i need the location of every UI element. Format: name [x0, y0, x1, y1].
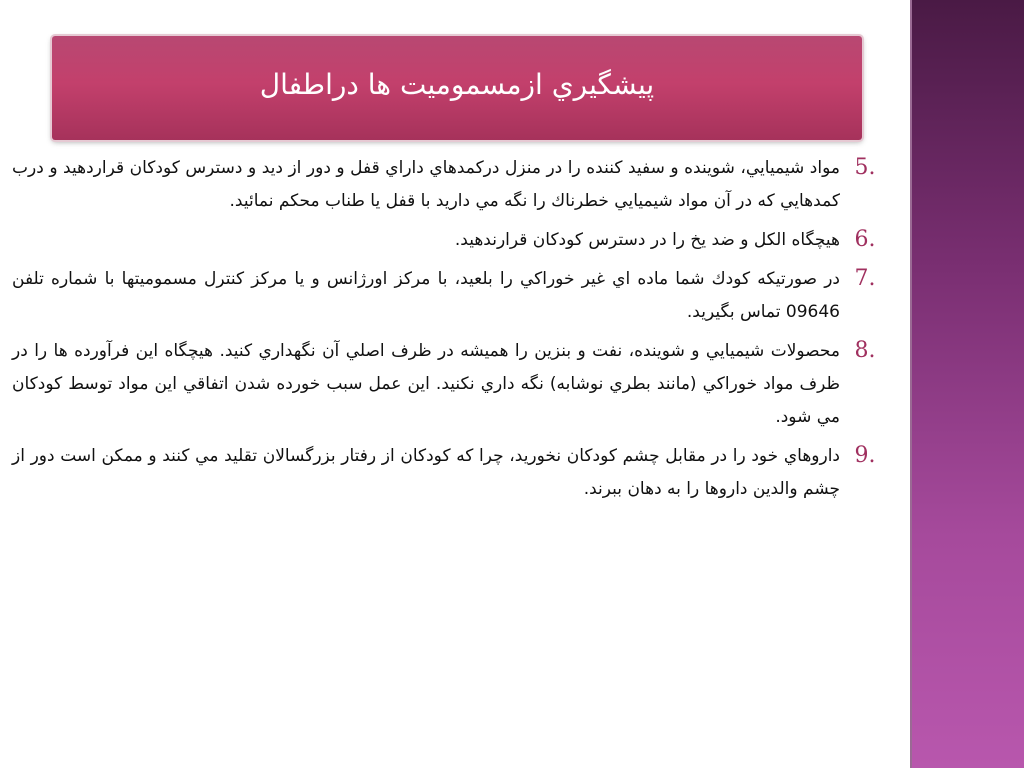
item-text: داروهاي خود را در مقابل چشم كودكان نخوريد، چرا كه كودكان از رفتار بزرگسالان تقليد مي كنند و ممكن است دور از چشم والدين داروها را به دهان ببرند.: [12, 446, 840, 499]
list-item: [12, 440, 890, 506]
item-text: محصولات شيميايي و شوينده، نفت و بنزين را هميشه در ظرف اصلي آن نگهداري كنيد. هيچگاه اين فرآورده ها را در ظرف مواد خوراكي (مانند بطري نوشابه) نگه داري نكنيد. اين عمل سبب خورده شدن اتفاقي اين مواد توسط كودكان مي شود.: [12, 341, 840, 427]
content-list: [12, 152, 890, 512]
decorative-side-band: [912, 0, 1024, 768]
item-text: مواد شيميايي، شوينده و سفيد كننده را در منزل دركمدهاي داراي قفل و دور از ديد و دسترس كودكان قراردهيد و درب كمدهايي كه در آن مواد شيميايي خطرناك را نگه مي داريد با قفل يا طناب محكم نمائيد.: [12, 158, 840, 211]
slide-title: پيشگيري ازمسموميت ها دراطفال: [259, 67, 655, 101]
list-item: [12, 335, 890, 434]
decorative-side-edge: [910, 0, 912, 768]
title-banner: [52, 36, 862, 140]
item-text: در صورتيكه كودك شما ماده اي غير خوراكي را بلعيد، با مركز اورژانس و يا مركز كنترل مسموميتها با شماره تلفن 09646 تماس بگيريد.: [12, 269, 840, 322]
item-number: 7.: [854, 266, 876, 291]
item-number: 9.: [854, 443, 876, 468]
item-number: 6.: [854, 227, 876, 252]
list-item: [12, 224, 890, 257]
list-item: [12, 263, 890, 329]
item-number: 8.: [854, 338, 876, 363]
item-number: 5.: [854, 155, 876, 180]
list-item: [12, 152, 890, 218]
item-text: هيچگاه الكل و ضد يخ را در دسترس كودكان قرارندهيد.: [454, 230, 840, 250]
